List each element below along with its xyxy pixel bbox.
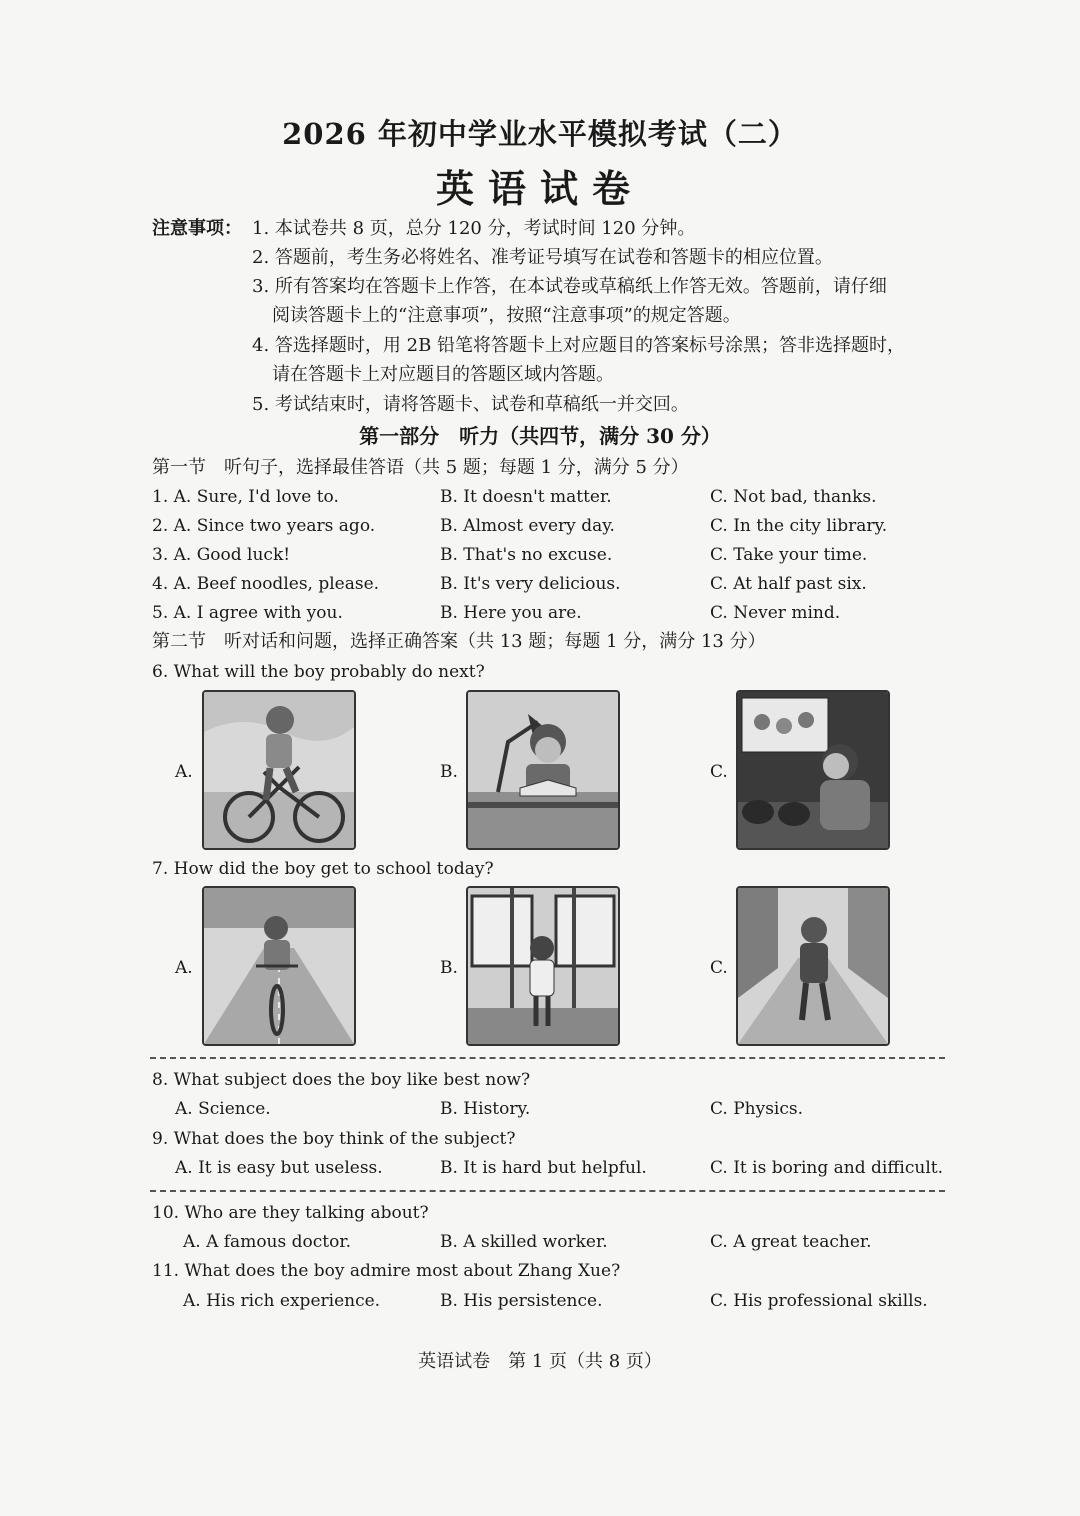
note-item: 2. 答题前，考生务必将姓名、准考证号填写在试卷和答题卡的相应位置。 bbox=[252, 247, 833, 268]
q7-label-c: C. bbox=[710, 958, 728, 978]
q7-picture-c-boy-walking bbox=[736, 886, 890, 1046]
exam-subtitle: 英语试卷 bbox=[435, 166, 644, 211]
q2-option-a: 2. A. Since two years ago. bbox=[152, 516, 376, 536]
note-item: 阅读答题卡上的“注意事项”，按照“注意事项”的规定答题。 bbox=[272, 305, 741, 326]
q7-label-b: B. bbox=[440, 958, 458, 978]
q3-option-b: B. That's no excuse. bbox=[440, 545, 613, 565]
q7-label-a: A. bbox=[175, 958, 193, 978]
section2-title: 第二节 听对话和问题，选择正确答案（共 13 题；每题 1 分，满分 13 分） bbox=[152, 631, 766, 652]
q7-picture-a-boy-cycling-road bbox=[202, 886, 356, 1046]
note-item: 请在答题卡上对应题目的答题区域内答题。 bbox=[272, 364, 614, 385]
q3-option-c: C. Take your time. bbox=[710, 545, 868, 565]
q9-option-c: C. It is boring and difficult. bbox=[710, 1158, 943, 1178]
section1-title: 第一节 听句子，选择最佳答语（共 5 题；每题 1 分，满分 5 分） bbox=[152, 457, 689, 478]
q3-option-a: 3. A. Good luck! bbox=[152, 545, 291, 565]
q11-question: 11. What does the boy admire most about Zhang Xue? bbox=[152, 1261, 621, 1281]
q8-option-b: B. History. bbox=[440, 1099, 531, 1119]
q8-question: 8. What subject does the boy like best now? bbox=[152, 1070, 531, 1090]
q6-picture-a-boy-cycling bbox=[202, 690, 356, 850]
q7-picture-b-boy-on-bus bbox=[466, 886, 620, 1046]
divider-line bbox=[150, 1190, 945, 1198]
q11-option-b: B. His persistence. bbox=[440, 1291, 603, 1311]
q11-option-c: C. His professional skills. bbox=[710, 1291, 928, 1311]
note-item: 3. 所有答案均在答题卡上作答，在本试卷或草稿纸上作答无效。答题前，请仔细 bbox=[252, 276, 887, 297]
q10-option-a: A. A famous doctor. bbox=[183, 1232, 351, 1252]
note-item: 4. 答选择题时，用 2B 铅笔将答题卡上对应题目的答案标号涂黑；答非选择题时， bbox=[252, 335, 906, 356]
q9-option-b: B. It is hard but helpful. bbox=[440, 1158, 647, 1178]
q2-option-b: B. Almost every day. bbox=[440, 516, 615, 536]
q4-option-b: B. It's very delicious. bbox=[440, 574, 621, 594]
q8-option-a: A. Science. bbox=[175, 1099, 271, 1119]
q10-option-b: B. A skilled worker. bbox=[440, 1232, 608, 1252]
q5-option-c: C. Never mind. bbox=[710, 603, 841, 623]
q6-question: 6. What will the boy probably do next? bbox=[152, 662, 485, 682]
q1-option-a: 1. A. Sure, I'd love to. bbox=[152, 487, 339, 507]
q9-option-a: A. It is easy but useless. bbox=[175, 1158, 383, 1178]
q6-picture-b-boy-reading bbox=[466, 690, 620, 850]
page-footer: 英语试卷 第 1 页（共 8 页） bbox=[418, 1351, 662, 1372]
q7-question: 7. How did the boy get to school today? bbox=[152, 859, 494, 879]
q6-label-a: A. bbox=[175, 762, 193, 782]
part1-title: 第一部分 听力（共四节，满分 30 分） bbox=[359, 424, 721, 448]
q2-option-c: C. In the city library. bbox=[710, 516, 888, 536]
notes-label: 注意事项： bbox=[152, 218, 242, 239]
q6-label-c: C. bbox=[710, 762, 728, 782]
note-item: 5. 考试结束时，请将答题卡、试卷和草稿纸一并交回。 bbox=[252, 394, 689, 415]
q10-question: 10. Who are they talking about? bbox=[152, 1203, 429, 1223]
q6-picture-c-boy-at-cinema bbox=[736, 690, 890, 850]
q10-option-c: C. A great teacher. bbox=[710, 1232, 872, 1252]
q1-option-c: C. Not bad, thanks. bbox=[710, 487, 877, 507]
q8-option-c: C. Physics. bbox=[710, 1099, 804, 1119]
q9-question: 9. What does the boy think of the subject? bbox=[152, 1129, 516, 1149]
q5-option-b: B. Here you are. bbox=[440, 603, 582, 623]
q11-option-a: A. His rich experience. bbox=[183, 1291, 381, 1311]
q6-label-b: B. bbox=[440, 762, 458, 782]
q5-option-a: 5. A. I agree with you. bbox=[152, 603, 343, 623]
q4-option-c: C. At half past six. bbox=[710, 574, 867, 594]
q1-option-b: B. It doesn't matter. bbox=[440, 487, 612, 507]
divider-line bbox=[150, 1057, 945, 1065]
q4-option-a: 4. A. Beef noodles, please. bbox=[152, 574, 380, 594]
note-item: 1. 本试卷共 8 页，总分 120 分，考试时间 120 分钟。 bbox=[252, 218, 696, 239]
exam-title: 2026 年初中学业水平模拟考试（二） bbox=[282, 117, 798, 151]
